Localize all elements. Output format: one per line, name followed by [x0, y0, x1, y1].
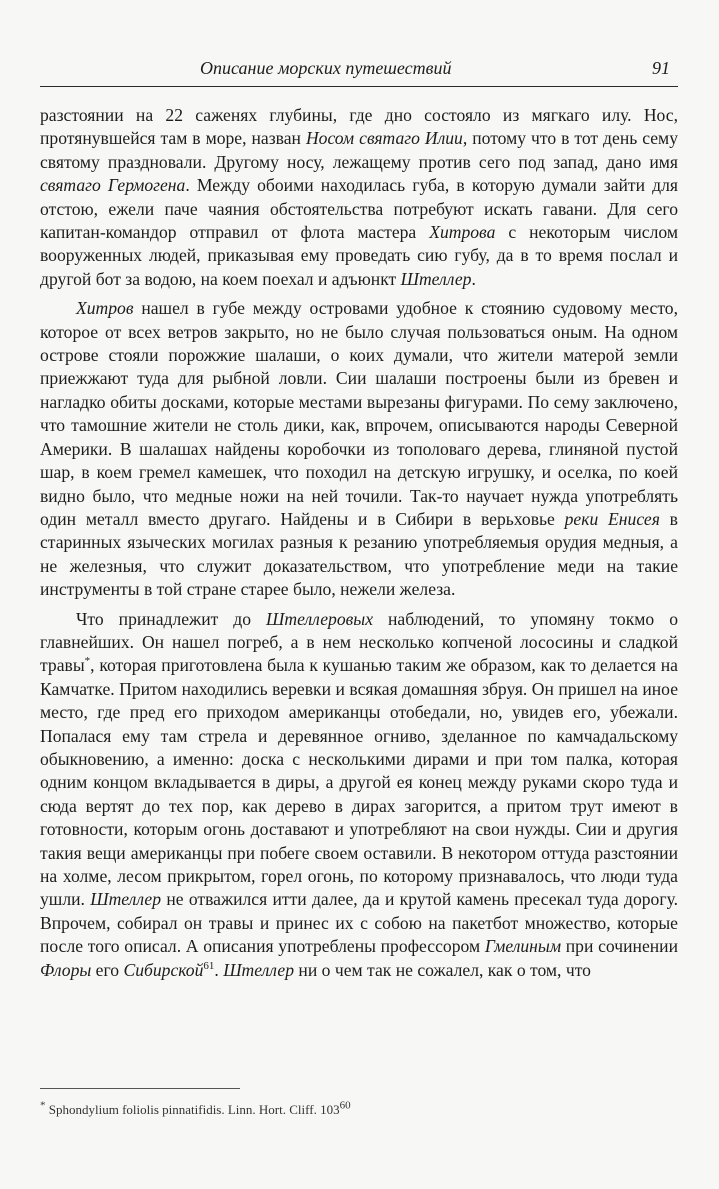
footnote-rule — [40, 1088, 240, 1089]
body-text — [40, 104, 678, 982]
paragraph-2: Хитров нашел в губе между островами удобное к стоянию судовому место, которое от всех ветров закрыто, но не было случая пользоваться оным. На одном острове стояли порожжие шалаши, о коих думали, что жители матерой земли приежжают туда для рыбной ловли. Сии шалаши построены были из бревен и нагладко обиты досками, которые местами вырезаны фигурами. По сему заключено, что тамошние жители не столь дики, как, впрочем, описываются народы Северной Америки. В шалашах найдены коробочки из тополоваго дерева, глиняной пустой шар, в коем гремел камешек, что походил на детскую игрушку, и оселка, по коей видно было, что медные ножи на ней точили. Так-то научает нужда употреблять один металл вместо другаго. Найдены и в Сибири в верьховье реки Енисея в старинных языческих могилах разныя к резанию употребляемыя орудия медныя, а не железныя, что служит доказательством, что употребление меди на такие инструменты в той стране старее было, нежели железа. — [40, 298, 678, 600]
footnote-text: Sphondylium foliolis pinnatifidis. Linn. Hort. Cliff. 103 — [45, 1102, 340, 1117]
paragraph-3: Что принадлежит до Штеллеровых наблюдений, то упомяну токмо о главнейших. Он нашел погреб, а в нем несколько копченой лососины и сладкой травы*, которая приготовлена была к кушанью таким же образом, как то делается на Камчатке. Притом находились веревки и всякая домашняя збруя. Он пришел на иное место, где пред его приходом американцы отобедали, но, увидев его, убежали. Попалася ему там стрела и деревянное огниво, зделанное по камчадальскому обыкновению, а именно: доска с несколькими дирами и при том палка, которая одним концом вкладывается в диры, а другой ея конец между руками скоро туда и сюда вертят до тех пор, как дерево в дирах загорится, а притом трут имеют в готовности, которым огонь доставают и употребляют на свои нужды. Сии и другия такия вещи американцы при побеге своем оставили. В некотором оттуда разстоянии на холме, лесом прикрытом, горел огонь, по которому признавалось, что люди туда ушли. Штеллер не отважился итти далее, да и крутой камень пресекал туда дорогу. Впрочем, собирал он травы и принес их с собою на пакетбот множество, которые после того описал. А описания употреблены профессором Гмелиным при сочинении Флоры его Сибирской$^{61}$. Штеллер ни о чем так не сожалел, как о том, что — [40, 608, 679, 980]
running-title: Описание морских путешествий — [200, 58, 452, 78]
paragraph-1: разстоянии на 22 саженях глубины, где дно состояло из мягкаго илу. Нос, протянувшейся там в море, назван Носом святаго Илии, потому что в тот день сему святому праздновали. Другому носу, лежащему против сего под запад, дано имя святаго Гермогена. Между обоими находилась губа, в которую думали зайти для отстою, ежели паче чаяния обстоятельства потребуют искать гавани. Для сего капитан-командор отправил от флота мастера Хитрова с некоторым числом вооруженных людей, приказывая ему проведать сию губу, да в то время послал и другой бот за водою, на коем поехал и адъюнкт Штеллер. — [40, 105, 678, 289]
footnote — [40, 1099, 678, 1118]
footnote-endnote-ref: 60 — [339, 1099, 351, 1112]
page-number: 91 — [652, 58, 670, 78]
footnote-marker[interactable]: * — [84, 655, 91, 668]
page-header — [40, 56, 678, 87]
footnote-mark: * — [40, 1099, 46, 1112]
endnote-ref-61[interactable]: 61 — [203, 959, 215, 972]
